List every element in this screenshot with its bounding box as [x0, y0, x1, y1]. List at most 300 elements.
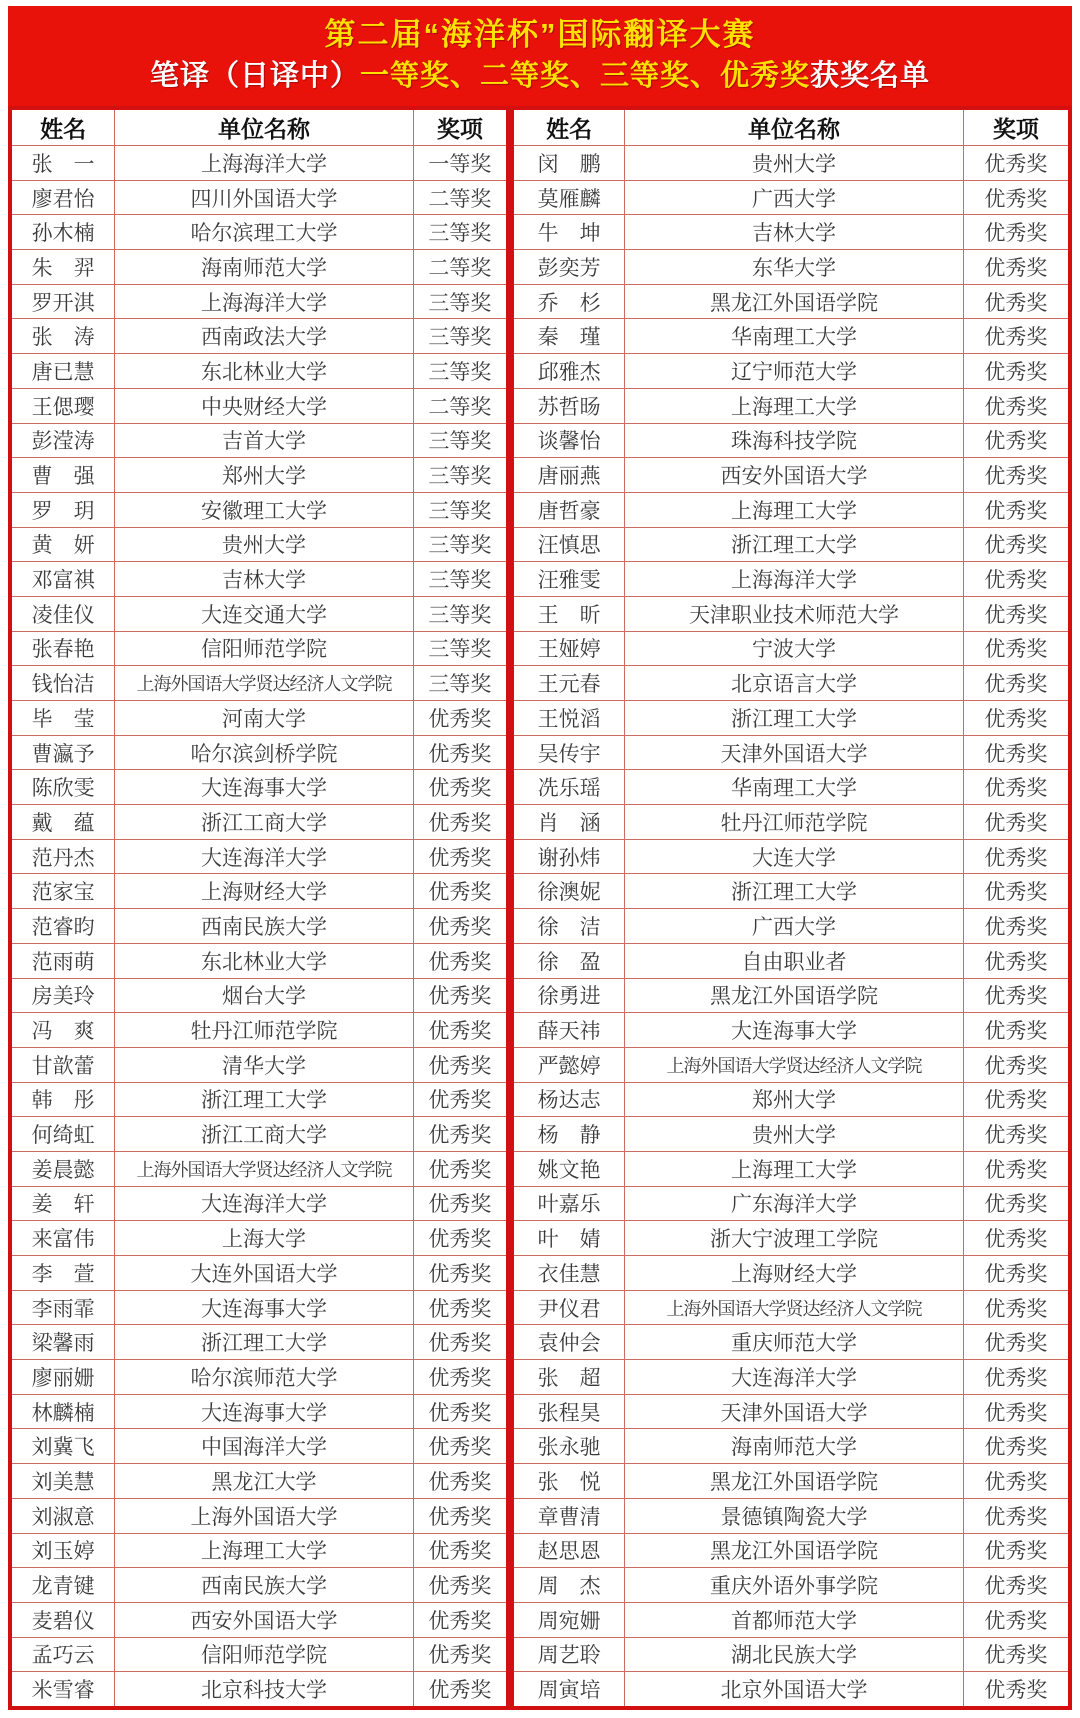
table-row — [512, 1082, 1070, 1117]
table-row — [512, 1602, 1070, 1637]
table-row — [512, 1117, 1070, 1152]
award-cell: 优秀奖 — [963, 1117, 1070, 1152]
org-cell: 黑龙江外国语学院 — [625, 978, 963, 1013]
name-cell: 张程昊 — [512, 1394, 625, 1429]
award-cell: 优秀奖 — [413, 1672, 508, 1708]
competition-title: 第二届“海洋杯”国际翻译大赛 — [324, 17, 756, 52]
award-cell: 优秀奖 — [963, 1325, 1070, 1360]
table-row — [512, 770, 1070, 805]
org-cell: 信阳师范学院 — [115, 1637, 413, 1672]
org-cell: 上海理工大学 — [625, 492, 963, 527]
award-cell: 优秀奖 — [413, 735, 508, 770]
name-cell: 曹瀛予 — [10, 735, 115, 770]
org-cell: 浙江工商大学 — [115, 805, 413, 840]
award-cell: 优秀奖 — [963, 388, 1070, 423]
table-row — [512, 562, 1070, 597]
name-cell: 谢孙炜 — [512, 839, 625, 874]
name-cell: 汪慎思 — [512, 527, 625, 562]
table-row — [10, 1464, 508, 1499]
award-cell: 优秀奖 — [963, 874, 1070, 909]
name-cell: 李雨霏 — [10, 1290, 115, 1325]
table-row — [10, 1533, 508, 1568]
name-cell: 张 超 — [512, 1360, 625, 1395]
org-cell: 上海海洋大学 — [115, 146, 413, 181]
name-cell: 廖丽姗 — [10, 1360, 115, 1395]
table-row — [10, 1498, 508, 1533]
name-cell: 姜 轩 — [10, 1186, 115, 1221]
table-row — [10, 1602, 508, 1637]
name-cell: 张 悦 — [512, 1464, 625, 1499]
table-row — [10, 1290, 508, 1325]
award-cell: 优秀奖 — [413, 1290, 508, 1325]
award-cell: 优秀奖 — [413, 701, 508, 736]
table-row — [512, 874, 1070, 909]
org-cell: 浙大宁波理工学院 — [625, 1221, 963, 1256]
name-cell: 章曹清 — [512, 1498, 625, 1533]
name-cell: 吴传宇 — [512, 735, 625, 770]
name-cell: 张 涛 — [10, 319, 115, 354]
org-cell: 天津外国语大学 — [625, 735, 963, 770]
award-cell: 优秀奖 — [963, 1186, 1070, 1221]
org-cell: 清华大学 — [115, 1047, 413, 1082]
org-cell: 重庆外语外事学院 — [625, 1568, 963, 1603]
award-cell: 二等奖 — [413, 388, 508, 423]
org-cell: 西南民族大学 — [115, 909, 413, 944]
name-cell: 冼乐瑶 — [512, 770, 625, 805]
award-cell: 三等奖 — [413, 458, 508, 493]
org-cell: 郑州大学 — [625, 1082, 963, 1117]
org-cell: 信阳师范学院 — [115, 631, 413, 666]
name-cell: 米雪睿 — [10, 1672, 115, 1708]
award-cell: 优秀奖 — [413, 1047, 508, 1082]
winner-table-left — [8, 106, 510, 1710]
org-cell: 西安外国语大学 — [115, 1602, 413, 1637]
name-cell: 王 昕 — [512, 596, 625, 631]
table-row — [512, 909, 1070, 944]
org-cell: 海南师范大学 — [115, 250, 413, 285]
org-cell: 西南民族大学 — [115, 1568, 413, 1603]
org-cell: 海南师范大学 — [625, 1429, 963, 1464]
table-row — [512, 423, 1070, 458]
name-cell: 唐哲豪 — [512, 492, 625, 527]
name-cell: 乔 杉 — [512, 284, 625, 319]
award-cell: 优秀奖 — [963, 735, 1070, 770]
award-cell: 优秀奖 — [963, 943, 1070, 978]
org-cell: 上海财经大学 — [625, 1256, 963, 1291]
org-cell: 大连海洋大学 — [625, 1360, 963, 1395]
award-cell: 优秀奖 — [963, 1394, 1070, 1429]
name-cell: 冯 爽 — [10, 1013, 115, 1048]
org-cell: 吉首大学 — [115, 423, 413, 458]
name-cell: 彭奕芳 — [512, 250, 625, 285]
org-cell: 浙江理工大学 — [625, 701, 963, 736]
name-cell: 钱怡洁 — [10, 666, 115, 701]
name-cell: 周艺聆 — [512, 1637, 625, 1672]
award-cell: 三等奖 — [413, 354, 508, 389]
banner-subtitle — [8, 60, 1072, 92]
award-cell: 优秀奖 — [963, 631, 1070, 666]
award-cell: 优秀奖 — [963, 1602, 1070, 1637]
org-cell: 大连海事大学 — [625, 1013, 963, 1048]
table-row — [512, 1672, 1070, 1708]
name-cell: 陈欣雯 — [10, 770, 115, 805]
table-row — [512, 1464, 1070, 1499]
award-cell: 优秀奖 — [413, 1256, 508, 1291]
name-cell: 龙青键 — [10, 1568, 115, 1603]
table-row — [512, 1394, 1070, 1429]
column-header-name: 姓名 — [512, 108, 625, 146]
table-row — [512, 527, 1070, 562]
name-cell: 王娅婷 — [512, 631, 625, 666]
award-cell: 优秀奖 — [963, 215, 1070, 250]
table-row — [10, 1394, 508, 1429]
award-cell: 三等奖 — [413, 319, 508, 354]
name-cell: 苏哲旸 — [512, 388, 625, 423]
name-cell: 徐 盈 — [512, 943, 625, 978]
table-row — [10, 1360, 508, 1395]
org-cell: 上海外国语大学贤达经济人文学院 — [115, 666, 413, 701]
table-row — [10, 319, 508, 354]
award-cell: 优秀奖 — [413, 978, 508, 1013]
table-row — [10, 1013, 508, 1048]
name-cell: 戴 蕴 — [10, 805, 115, 840]
award-cell: 优秀奖 — [963, 978, 1070, 1013]
award-cell: 优秀奖 — [413, 1568, 508, 1603]
name-cell: 范睿昀 — [10, 909, 115, 944]
award-cell: 三等奖 — [413, 596, 508, 631]
table-row — [10, 1256, 508, 1291]
award-cell: 优秀奖 — [413, 1360, 508, 1395]
table-row — [10, 146, 508, 181]
table-row — [10, 354, 508, 389]
org-cell: 浙江工商大学 — [115, 1117, 413, 1152]
org-cell: 大连海事大学 — [115, 1290, 413, 1325]
name-cell: 薛天祎 — [512, 1013, 625, 1048]
table-row — [512, 180, 1070, 215]
org-cell: 辽宁师范大学 — [625, 354, 963, 389]
name-cell: 张春艳 — [10, 631, 115, 666]
table-row — [512, 1568, 1070, 1603]
table-row — [10, 1221, 508, 1256]
subtitle-suffix: 获奖名单 — [810, 60, 931, 92]
org-cell: 浙江理工大学 — [625, 874, 963, 909]
org-cell: 西南政法大学 — [115, 319, 413, 354]
award-cell: 优秀奖 — [963, 1290, 1070, 1325]
name-cell: 谈馨怡 — [512, 423, 625, 458]
award-cell: 优秀奖 — [963, 180, 1070, 215]
name-cell: 周 杰 — [512, 1568, 625, 1603]
award-cell: 优秀奖 — [963, 1464, 1070, 1499]
award-cell: 优秀奖 — [963, 527, 1070, 562]
award-cell: 优秀奖 — [963, 354, 1070, 389]
column-header-award: 奖项 — [963, 108, 1070, 146]
name-cell: 杨 静 — [512, 1117, 625, 1152]
org-cell: 珠海科技学院 — [625, 423, 963, 458]
award-cell: 优秀奖 — [963, 492, 1070, 527]
org-cell: 东华大学 — [625, 250, 963, 285]
table-row — [512, 284, 1070, 319]
name-cell: 王偲璎 — [10, 388, 115, 423]
table-row — [512, 250, 1070, 285]
name-cell: 徐 洁 — [512, 909, 625, 944]
name-cell: 范家宝 — [10, 874, 115, 909]
table-row — [10, 666, 508, 701]
award-cell: 优秀奖 — [413, 874, 508, 909]
award-cell: 优秀奖 — [963, 701, 1070, 736]
table-row — [512, 839, 1070, 874]
org-cell: 黑龙江外国语学院 — [625, 1464, 963, 1499]
name-cell: 范雨萌 — [10, 943, 115, 978]
column-header-award: 奖项 — [413, 108, 508, 146]
org-cell: 黑龙江外国语学院 — [625, 1533, 963, 1568]
award-cell: 优秀奖 — [963, 909, 1070, 944]
org-cell: 广东海洋大学 — [625, 1186, 963, 1221]
award-cell: 优秀奖 — [963, 1568, 1070, 1603]
name-cell: 闵 鹏 — [512, 146, 625, 181]
table-row — [10, 978, 508, 1013]
org-cell: 吉林大学 — [625, 215, 963, 250]
org-cell: 宁波大学 — [625, 631, 963, 666]
column-header-name: 姓名 — [10, 108, 115, 146]
name-cell: 赵思恩 — [512, 1533, 625, 1568]
org-cell: 安徽理工大学 — [115, 492, 413, 527]
award-cell: 优秀奖 — [413, 1082, 508, 1117]
table-row — [10, 839, 508, 874]
award-cell: 二等奖 — [413, 180, 508, 215]
table-row — [512, 1151, 1070, 1186]
org-cell: 上海理工大学 — [115, 1533, 413, 1568]
org-cell: 天津职业技术师范大学 — [625, 596, 963, 631]
table-row — [512, 701, 1070, 736]
name-cell: 刘淑意 — [10, 1498, 115, 1533]
table-row — [10, 1186, 508, 1221]
org-cell: 哈尔滨师范大学 — [115, 1360, 413, 1395]
org-cell: 大连交通大学 — [115, 596, 413, 631]
org-cell: 上海外国语大学贤达经济人文学院 — [625, 1290, 963, 1325]
table-row — [10, 527, 508, 562]
name-cell: 林麟楠 — [10, 1394, 115, 1429]
org-cell: 哈尔滨剑桥学院 — [115, 735, 413, 770]
table-row — [512, 458, 1070, 493]
org-cell: 吉林大学 — [115, 562, 413, 597]
table-row — [10, 1082, 508, 1117]
award-cell: 优秀奖 — [963, 250, 1070, 285]
table-row — [512, 735, 1070, 770]
name-cell: 凌佳仪 — [10, 596, 115, 631]
table-row — [512, 388, 1070, 423]
award-cell: 优秀奖 — [963, 1672, 1070, 1708]
org-cell: 大连海事大学 — [115, 1394, 413, 1429]
name-cell: 莫雁麟 — [512, 180, 625, 215]
award-cell: 一等奖 — [413, 146, 508, 181]
name-cell: 叶嘉乐 — [512, 1186, 625, 1221]
award-cell: 优秀奖 — [413, 1602, 508, 1637]
org-cell: 黑龙江大学 — [115, 1464, 413, 1499]
table-row — [512, 354, 1070, 389]
name-cell: 袁仲会 — [512, 1325, 625, 1360]
org-cell: 广西大学 — [625, 180, 963, 215]
name-cell: 房美玲 — [10, 978, 115, 1013]
award-cell: 优秀奖 — [413, 1151, 508, 1186]
name-cell: 王元春 — [512, 666, 625, 701]
name-cell: 彭滢涛 — [10, 423, 115, 458]
table-row — [512, 978, 1070, 1013]
table-row — [10, 388, 508, 423]
award-cell: 优秀奖 — [963, 1637, 1070, 1672]
org-cell: 中国海洋大学 — [115, 1429, 413, 1464]
table-header-row — [10, 108, 508, 146]
name-cell: 张 一 — [10, 146, 115, 181]
table-row — [10, 874, 508, 909]
name-cell: 衣佳慧 — [512, 1256, 625, 1291]
award-cell: 三等奖 — [413, 215, 508, 250]
table-row — [10, 909, 508, 944]
org-cell: 广西大学 — [625, 909, 963, 944]
org-cell: 大连海洋大学 — [115, 1186, 413, 1221]
table-row — [512, 215, 1070, 250]
org-cell: 大连大学 — [625, 839, 963, 874]
name-cell: 王悦滔 — [512, 701, 625, 736]
table-row — [512, 1498, 1070, 1533]
award-cell: 优秀奖 — [963, 423, 1070, 458]
name-cell: 唐已慧 — [10, 354, 115, 389]
name-cell: 叶 婧 — [512, 1221, 625, 1256]
name-cell: 秦 瑾 — [512, 319, 625, 354]
table-row — [10, 458, 508, 493]
award-cell: 优秀奖 — [963, 1360, 1070, 1395]
name-cell: 罗开淇 — [10, 284, 115, 319]
table-row — [10, 1325, 508, 1360]
table-row — [512, 1047, 1070, 1082]
org-cell: 北京外国语大学 — [625, 1672, 963, 1708]
table-header-row — [512, 108, 1070, 146]
org-cell: 中央财经大学 — [115, 388, 413, 423]
org-cell: 上海海洋大学 — [625, 562, 963, 597]
org-cell: 湖北民族大学 — [625, 1637, 963, 1672]
table-row — [512, 1325, 1070, 1360]
org-cell: 四川外国语大学 — [115, 180, 413, 215]
name-cell: 毕 莹 — [10, 701, 115, 736]
table-row — [10, 215, 508, 250]
award-cell: 优秀奖 — [963, 562, 1070, 597]
award-cell: 优秀奖 — [963, 1256, 1070, 1291]
org-cell: 大连海事大学 — [115, 770, 413, 805]
table-row — [10, 1568, 508, 1603]
org-cell: 上海外国语大学 — [115, 1498, 413, 1533]
award-cell: 优秀奖 — [963, 805, 1070, 840]
org-cell: 东北林业大学 — [115, 354, 413, 389]
org-cell: 牡丹江师范学院 — [625, 805, 963, 840]
name-cell: 刘冀飞 — [10, 1429, 115, 1464]
org-cell: 重庆师范大学 — [625, 1325, 963, 1360]
award-cell: 优秀奖 — [963, 666, 1070, 701]
name-cell: 来富伟 — [10, 1221, 115, 1256]
name-cell: 姚文艳 — [512, 1151, 625, 1186]
name-cell: 张永驰 — [512, 1429, 625, 1464]
org-cell: 北京科技大学 — [115, 1672, 413, 1708]
org-cell: 贵州大学 — [625, 1117, 963, 1152]
table-row — [512, 319, 1070, 354]
name-cell: 周宛姗 — [512, 1602, 625, 1637]
table-row — [512, 596, 1070, 631]
org-cell: 上海理工大学 — [625, 1151, 963, 1186]
table-row — [512, 666, 1070, 701]
award-cell: 优秀奖 — [413, 770, 508, 805]
name-cell: 罗 玥 — [10, 492, 115, 527]
award-cell: 优秀奖 — [963, 1221, 1070, 1256]
name-cell: 徐勇进 — [512, 978, 625, 1013]
org-cell: 东北林业大学 — [115, 943, 413, 978]
name-cell: 麦碧仪 — [10, 1602, 115, 1637]
name-cell: 韩 彤 — [10, 1082, 115, 1117]
award-cell: 优秀奖 — [963, 770, 1070, 805]
award-cell: 优秀奖 — [413, 1498, 508, 1533]
award-cell: 三等奖 — [413, 631, 508, 666]
name-cell: 曹 强 — [10, 458, 115, 493]
table-row — [512, 1186, 1070, 1221]
award-cell: 优秀奖 — [963, 1151, 1070, 1186]
award-cell: 优秀奖 — [413, 1533, 508, 1568]
award-cell: 优秀奖 — [413, 1186, 508, 1221]
table-row — [10, 284, 508, 319]
award-cell: 优秀奖 — [413, 1117, 508, 1152]
award-cell: 优秀奖 — [963, 596, 1070, 631]
table-row — [10, 1117, 508, 1152]
org-cell: 首都师范大学 — [625, 1602, 963, 1637]
table-row — [10, 1151, 508, 1186]
award-cell: 三等奖 — [413, 492, 508, 527]
org-cell: 烟台大学 — [115, 978, 413, 1013]
table-row — [10, 943, 508, 978]
table-row — [512, 943, 1070, 978]
table-row — [10, 1672, 508, 1708]
name-cell: 孙木楠 — [10, 215, 115, 250]
table-row — [10, 180, 508, 215]
org-cell: 牡丹江师范学院 — [115, 1013, 413, 1048]
award-cell: 优秀奖 — [413, 1637, 508, 1672]
org-cell: 天津外国语大学 — [625, 1394, 963, 1429]
award-cell: 优秀奖 — [413, 1325, 508, 1360]
award-cell: 优秀奖 — [963, 319, 1070, 354]
org-cell: 自由职业者 — [625, 943, 963, 978]
org-cell: 黑龙江外国语学院 — [625, 284, 963, 319]
table-row — [512, 1256, 1070, 1291]
name-cell: 邱雅杰 — [512, 354, 625, 389]
name-cell: 刘玉婷 — [10, 1533, 115, 1568]
table-row — [10, 1429, 508, 1464]
banner — [8, 6, 1072, 106]
org-cell: 大连海洋大学 — [115, 839, 413, 874]
org-cell: 景德镇陶瓷大学 — [625, 1498, 963, 1533]
name-cell: 唐丽燕 — [512, 458, 625, 493]
award-cell: 三等奖 — [413, 423, 508, 458]
name-cell: 严懿婷 — [512, 1047, 625, 1082]
table-row — [512, 1013, 1070, 1048]
name-cell: 尹仪君 — [512, 1290, 625, 1325]
table-row — [10, 492, 508, 527]
award-cell: 三等奖 — [413, 666, 508, 701]
org-cell: 华南理工大学 — [625, 770, 963, 805]
award-cell: 优秀奖 — [963, 1082, 1070, 1117]
award-cell: 优秀奖 — [963, 284, 1070, 319]
table-row — [10, 770, 508, 805]
column-header-org: 单位名称 — [625, 108, 963, 146]
award-cell: 优秀奖 — [963, 146, 1070, 181]
name-cell: 肖 涵 — [512, 805, 625, 840]
award-cell: 优秀奖 — [413, 1221, 508, 1256]
winner-tables — [8, 106, 1072, 1710]
table-row — [512, 805, 1070, 840]
